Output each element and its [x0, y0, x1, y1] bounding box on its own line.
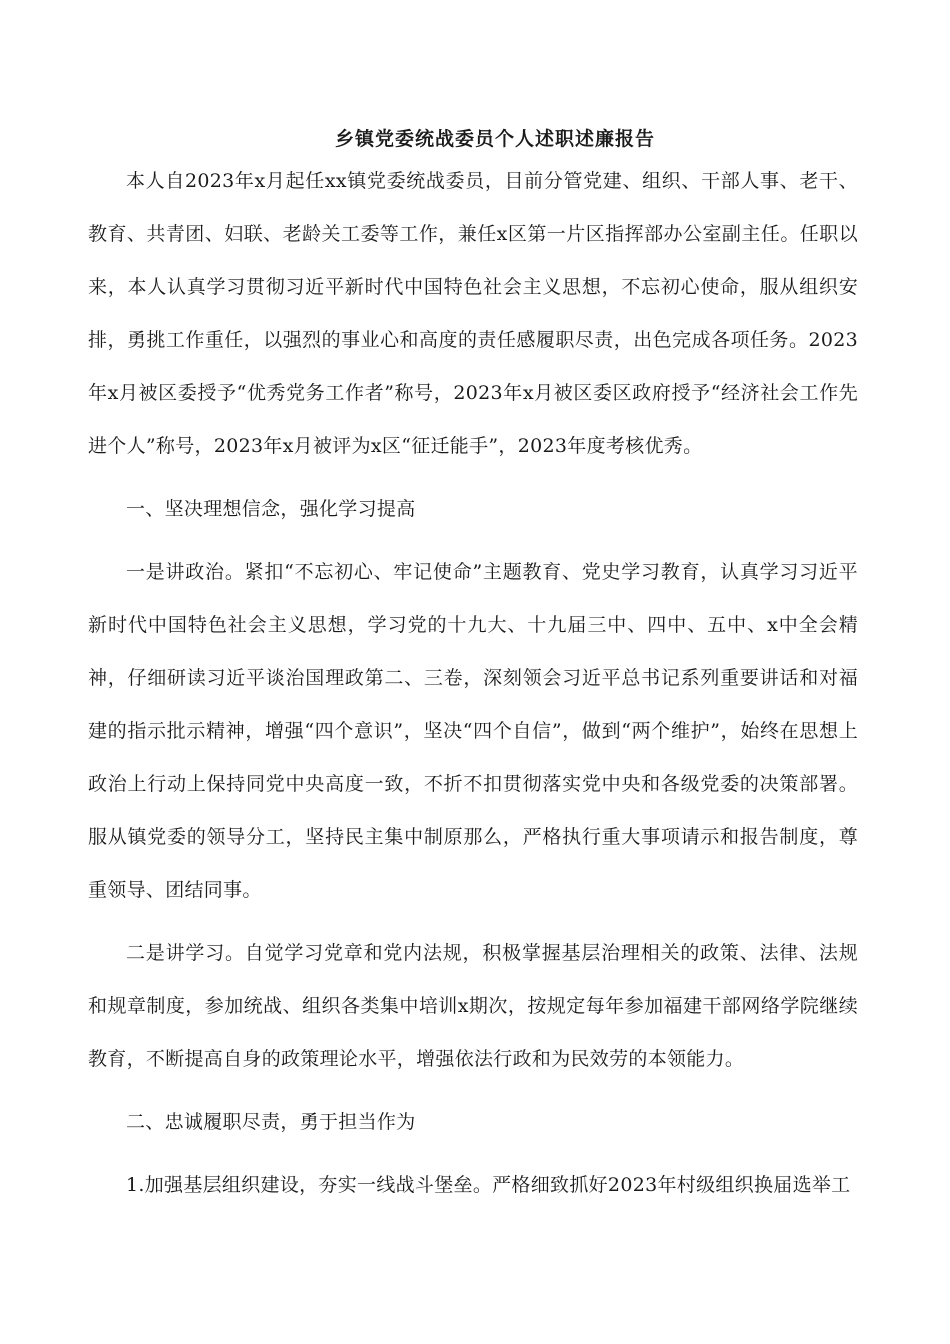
section1-paragraph-learning: 二是讲学习。自觉学习党章和党内法规，积极掌握基层治理相关的政策、法律、法规和规章制度，参加统战、组织各类集中培训x期次，按规定每年参加福建干部网络学院继续教育，不断提高自身的政策理论水平，增强依法行政和为民效劳的本领能力。 [88, 942, 858, 1070]
section1-paragraph-politics: 一是讲政治。紧扣“不忘初心、牢记使命”主题教育、党史学习教育，认真学习习近平新时代中国特色社会主义思想，学习党的十九大、十九届三中、四中、五中、x中全会精神，仔细研读习近平谈治国理政第二、三卷，深刻领会习近平总书记系列重要讲话和对福建的指示批示精神，增强“四个意识”，坚决“四个自信”，做到“两个维护”，始终在思想上政治上行动上保持同党中央高度一致，不折不扣贯彻落实党中央和各级党委的决策部署。服从镇党委的领导分工，坚持民主集中制原那么，严格执行重大事项请示和报告制度，尊重领导、团结同事。 [88, 561, 858, 901]
document-title: 乡镇党委统战委员个人述职述廉报告 [334, 128, 655, 150]
section-heading-1: 一、坚决理想信念，强化学习提高 [126, 498, 416, 520]
section-heading-2: 二、忠诚履职尽责，勇于担当作为 [126, 1111, 416, 1133]
document-body [88, 155, 858, 1212]
section2-paragraph-1: 1.加强基层组织建设，夯实一线战斗堡垒。严格细致抓好2023年村级组织换届选举工 [126, 1174, 851, 1196]
intro-paragraph: 本人自2023年x月起任xx镇党委统战委员，目前分管党建、组织、干部人事、老干、教育、共青团、妇联、老龄关工委等工作，兼任x区第一片区指挥部办公室副主任。任职以来，本人认真学习贯彻习近平新时代中国特色社会主义思想，不忘初心使命，服从组织安排，勇挑工作重任，以强烈的事业心和高度的责任感履职尽责，出色完成各项任务。2023年x月被区委授予“优秀党务工作者”称号，2023年x月被区委区政府授予“经济社会工作先进个人”称号，2023年x月被评为x区“征迁能手”，2023年度考核优秀。 [88, 170, 858, 457]
